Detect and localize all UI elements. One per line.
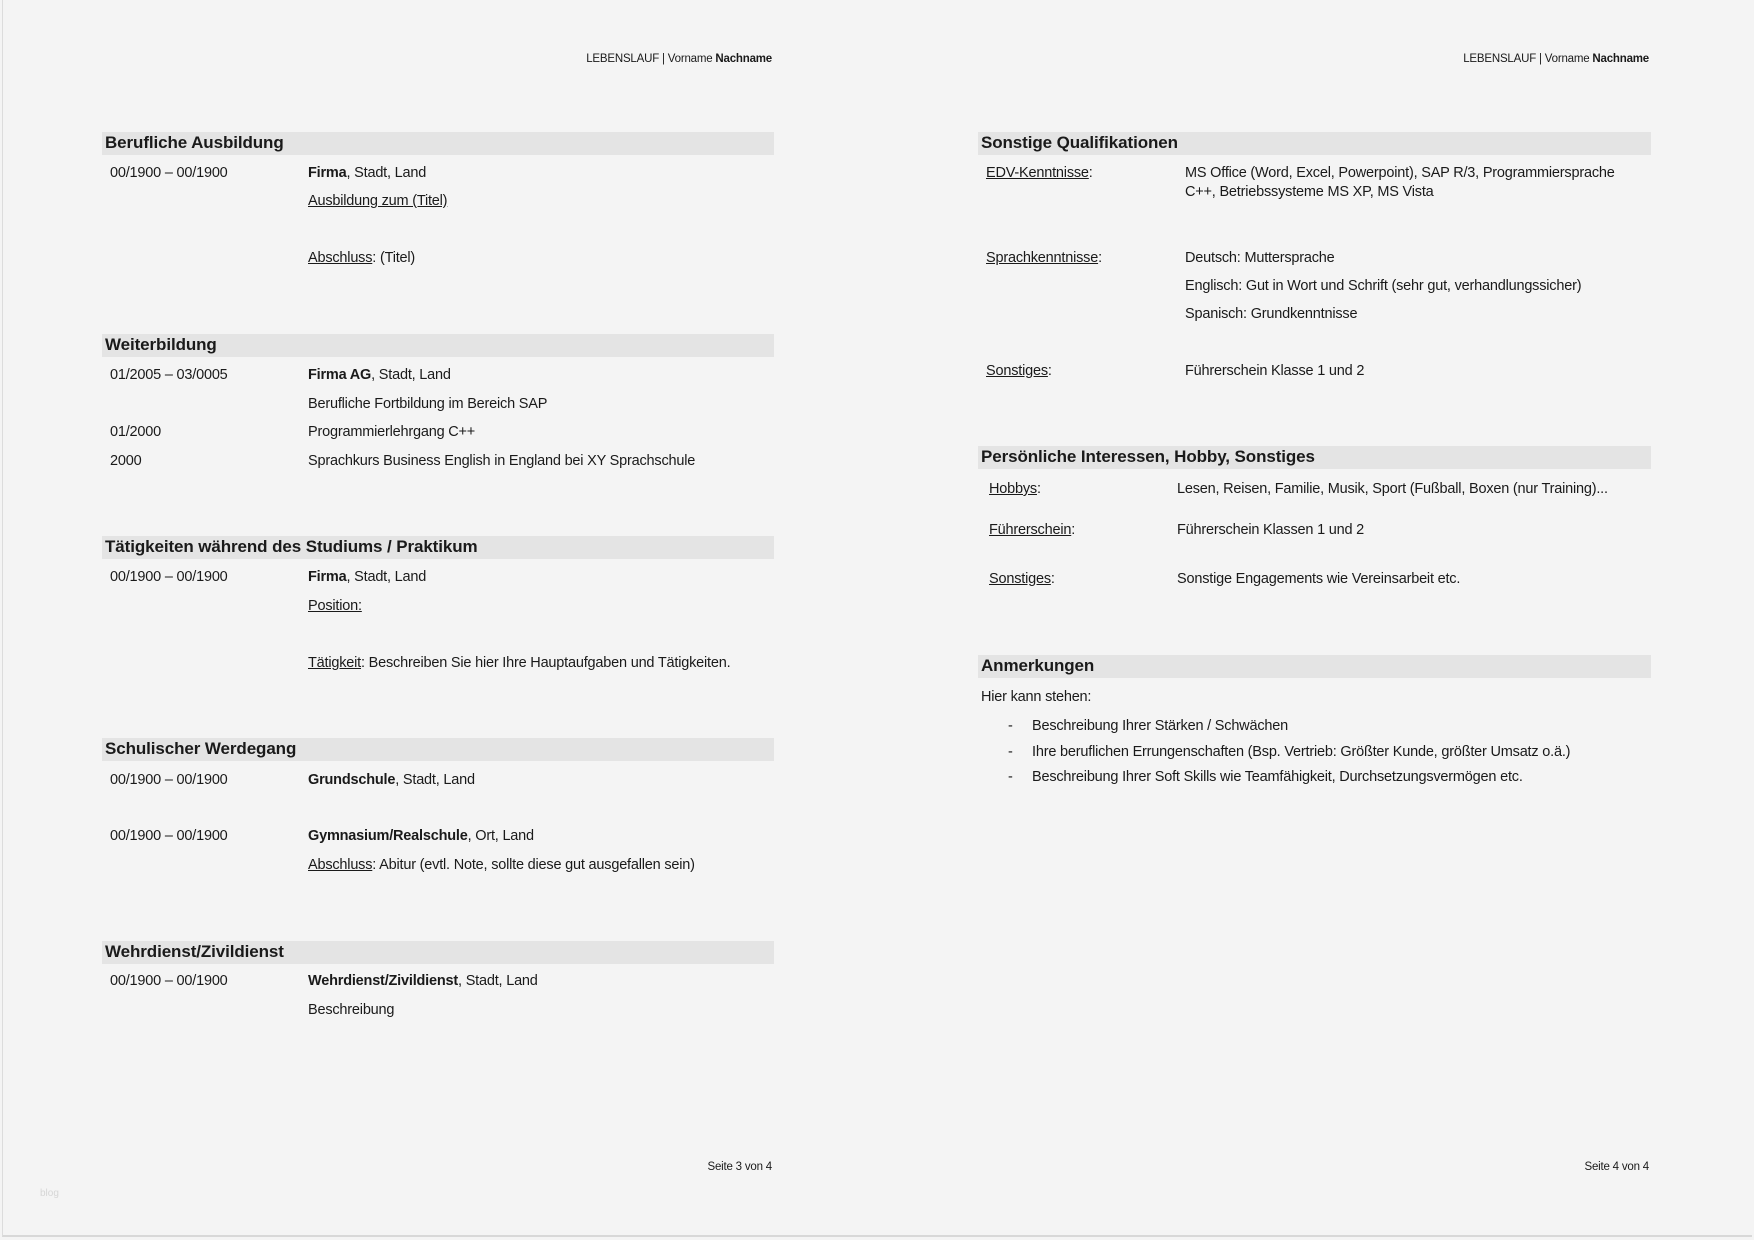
edv-value-line: C++, Betriebssysteme MS XP, MS Vista xyxy=(1185,184,1434,200)
entry-date: 01/2005 – 03/0005 xyxy=(110,367,228,383)
school-name: Grundschule xyxy=(308,772,396,788)
service-name: Wehrdienst/Zivildienst xyxy=(308,973,459,989)
section-title-interessen: Persönliche Interessen, Hobby, Sonstiges xyxy=(981,447,1315,466)
bullet-item: Beschreibung Ihrer Stärken / Schwächen xyxy=(1032,718,1288,734)
entry-date: 00/1900 – 00/1900 xyxy=(110,165,228,181)
section-title-weiterbildung: Weiterbildung xyxy=(105,335,217,354)
sonstiges-label-text: Sonstiges xyxy=(989,571,1051,587)
bullet-dash: - xyxy=(1008,718,1013,734)
edv-value-line: MS Office (Word, Excel, Powerpoint), SAP R/3, Programmiersprache xyxy=(1185,165,1615,181)
degree-label: Abschluss xyxy=(308,250,373,266)
colon: : xyxy=(1047,363,1052,379)
school-location: , Ort, Land xyxy=(467,828,534,844)
anmerkungen-intro: Hier kann stehen: xyxy=(981,689,1092,705)
sonstiges-label-text: Sonstiges xyxy=(986,363,1048,379)
document-frame xyxy=(2,0,1752,1237)
edv-label xyxy=(986,164,1093,182)
header-name: Nachname xyxy=(715,53,772,65)
service-location: , Stadt, Land xyxy=(458,973,538,989)
colon: : xyxy=(1098,250,1102,266)
section-title-berufliche-ausbildung: Berufliche Ausbildung xyxy=(105,133,284,152)
entry-school xyxy=(308,771,475,789)
entry-service xyxy=(308,972,538,990)
bullet-item: Ihre beruflichen Errungenschaften (Bsp. Vertrieb: Größter Kunde, größter Umsatz o.ä.) xyxy=(1032,744,1571,760)
entry-company xyxy=(308,366,451,384)
degree xyxy=(308,856,695,874)
entry-date: 00/1900 – 00/1900 xyxy=(110,973,228,989)
company-name: Firma AG xyxy=(308,367,372,383)
entry-text: Programmierlehrgang C++ xyxy=(308,424,476,440)
company-location: , Stadt, Land xyxy=(371,367,451,383)
watermark: blog xyxy=(40,1188,59,1199)
language-item: Englisch: Gut in Wort und Schrift (sehr gut, verhandlungssicher) xyxy=(1185,278,1582,294)
edv-label-text: EDV-Kenntnisse xyxy=(986,165,1089,181)
sprach-label xyxy=(986,249,1102,267)
entry-date: 00/1900 – 00/1900 xyxy=(110,569,228,585)
task-label: Tätigkeit xyxy=(308,655,361,671)
hobbys-value: Lesen, Reisen, Familie, Musik, Sport (Fußball, Boxen (nur Training)... xyxy=(1177,481,1608,497)
page-number: Seite 4 von 4 xyxy=(1584,1161,1649,1173)
page-header xyxy=(586,50,772,68)
fuehrerschein-value: Führerschein Klassen 1 und 2 xyxy=(1177,522,1365,538)
section-title-qualifikationen: Sonstige Qualifikationen xyxy=(981,133,1178,152)
language-item: Spanisch: Grundkenntnisse xyxy=(1185,306,1358,322)
entry-date: 2000 xyxy=(110,453,142,469)
header-name: Nachname xyxy=(1592,53,1649,65)
entry-date: 01/2000 xyxy=(110,424,162,440)
school-location: , Stadt, Land xyxy=(395,772,475,788)
colon: : xyxy=(1071,522,1076,538)
degree-value: : (Titel) xyxy=(372,250,416,266)
position-label: Position: xyxy=(308,598,362,614)
header-title: LEBENSLAUF | Vorname xyxy=(586,53,716,65)
entry-company xyxy=(308,568,426,586)
task xyxy=(308,654,730,672)
task-value: : Beschreiben Sie hier Ihre Hauptaufgaben und Tätigkeiten. xyxy=(361,655,731,671)
school-name: Gymnasium/Realschule xyxy=(308,828,468,844)
entry-detail: Berufliche Fortbildung im Bereich SAP xyxy=(308,396,548,412)
entry-date: 00/1900 – 00/1900 xyxy=(110,772,228,788)
colon: : xyxy=(1088,165,1093,181)
fuehrerschein-label xyxy=(989,521,1075,539)
degree xyxy=(308,249,415,267)
bullet-item: Beschreibung Ihrer Soft Skills wie Teamfähigkeit, Durchsetzungsvermögen etc. xyxy=(1032,769,1523,785)
sprach-label-text: Sprachkenntnisse xyxy=(986,250,1099,266)
hobbys-label-text: Hobbys xyxy=(989,481,1037,497)
section-title-anmerkungen: Anmerkungen xyxy=(981,656,1095,675)
bullet-dash: - xyxy=(1008,744,1013,760)
language-item: Deutsch: Muttersprache xyxy=(1185,250,1335,266)
training-label: Ausbildung zum (Titel) xyxy=(308,193,448,209)
degree-value: : Abitur (evtl. Note, sollte diese gut ausgefallen sein) xyxy=(372,857,695,873)
section-title-schule: Schulischer Werdegang xyxy=(105,739,297,758)
position xyxy=(308,597,362,615)
section-title-taetigkeiten: Tätigkeiten während des Studiums / Praktikum xyxy=(105,537,478,556)
entry-company xyxy=(308,164,426,182)
company-location: , Stadt, Land xyxy=(346,569,427,585)
colon: : xyxy=(1036,481,1041,497)
entry-text: Sprachkurs Business English in England bei XY Sprachschule xyxy=(308,453,696,469)
sonstiges-value: Sonstige Engagements wie Vereinsarbeit etc. xyxy=(1177,571,1461,587)
section-title-wehrdienst: Wehrdienst/Zivildienst xyxy=(105,942,284,961)
degree-label: Abschluss xyxy=(308,857,373,873)
service-description: Beschreibung xyxy=(308,1002,395,1018)
entry-school xyxy=(308,827,534,845)
bullet-dash: - xyxy=(1008,769,1013,785)
entry-date: 00/1900 – 00/1900 xyxy=(110,828,228,844)
training-title xyxy=(308,192,447,210)
fuehrerschein-label-text: Führerschein xyxy=(989,522,1072,538)
header-title: LEBENSLAUF | Vorname xyxy=(1463,53,1593,65)
company-name: Firma xyxy=(308,569,347,585)
hobbys-label xyxy=(989,480,1041,498)
company-location: , Stadt, Land xyxy=(346,165,427,181)
sonstiges-value: Führerschein Klasse 1 und 2 xyxy=(1185,363,1365,379)
page-number: Seite 3 von 4 xyxy=(707,1161,772,1173)
colon: : xyxy=(1050,571,1055,587)
page-header xyxy=(1463,50,1649,68)
sonstiges-label xyxy=(986,362,1052,380)
sonstiges-label xyxy=(989,570,1055,588)
company-name: Firma xyxy=(308,165,347,181)
